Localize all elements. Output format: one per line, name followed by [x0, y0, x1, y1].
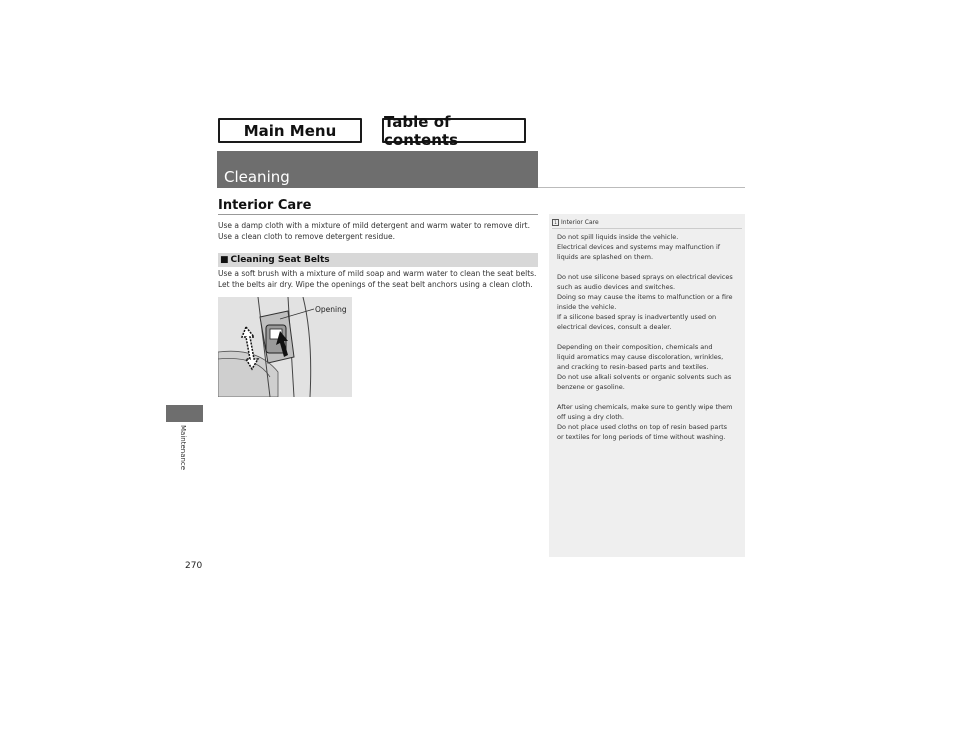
subsection-heading-bar	[218, 253, 538, 267]
note-line: Do not spill liquids inside the vehicle.	[557, 233, 679, 241]
note-line: and cracking to resin-based parts and textiles.	[557, 363, 709, 371]
opening-label: Opening	[315, 305, 347, 314]
note-line: Depending on their composition, chemicals and	[557, 343, 713, 351]
intro-line: Use a damp cloth with a mixture of mild detergent and warm water to remove dirt.	[218, 221, 530, 230]
seat-belt-line: Use a soft brush with a mixture of mild soap and warm water to clean the seat belts.	[218, 269, 537, 278]
note-line: inside the vehicle.	[557, 303, 617, 311]
intro-paragraph	[218, 220, 548, 242]
note-line: After using chemicals, make sure to gently wipe them	[557, 403, 733, 411]
note-title: Interior Care	[561, 219, 599, 226]
note-header	[552, 219, 599, 226]
note-line: liquid aromatics may cause discoloration, wrinkles,	[557, 353, 724, 361]
section-tab	[166, 405, 203, 422]
page-title: Cleaning	[224, 168, 290, 186]
note-line: Do not use silicone based sprays on electrical devices	[557, 273, 733, 281]
note-body	[557, 232, 742, 442]
note-line: Do not use alkali solvents or organic solvents such as	[557, 373, 732, 381]
title-divider	[538, 187, 745, 188]
seat-belt-line: Let the belts air dry. Wipe the openings of the seat belt anchors using a clean cloth.	[218, 280, 533, 289]
subsection-marker: ■	[220, 255, 229, 265]
note-line: benzene or gasoline.	[557, 383, 625, 391]
page-title-bar	[217, 151, 538, 188]
note-line: Electrical devices and systems may malfunction if	[557, 243, 721, 251]
note-divider	[552, 228, 742, 229]
section-label: Maintenance	[179, 425, 187, 471]
note-line: Do not place used cloths on top of resin based parts	[557, 423, 728, 431]
note-line: Doing so may cause the items to malfunction or a fire	[557, 293, 733, 301]
main-menu-button[interactable]: Main Menu	[218, 118, 362, 143]
section-heading: Interior Care	[218, 198, 312, 213]
subsection-heading: Cleaning Seat Belts	[230, 255, 330, 265]
note-line: If a silicone based spray is inadvertently used on	[557, 313, 717, 321]
note-icon: 1	[552, 219, 559, 226]
page-number: 270	[185, 561, 203, 571]
seat-belt-paragraph	[218, 268, 548, 290]
note-line: liquids are splashed on them.	[557, 253, 654, 261]
note-line: or textiles for long periods of time without washing.	[557, 433, 726, 441]
note-line: electrical devices, consult a dealer.	[557, 323, 672, 331]
note-line: such as audio devices and switches.	[557, 283, 676, 291]
section-divider	[218, 214, 538, 215]
intro-line: Use a clean cloth to remove detergent residue.	[218, 232, 395, 241]
table-of-contents-button[interactable]: Table of contents	[382, 118, 526, 143]
note-line: off using a dry cloth.	[557, 413, 624, 421]
